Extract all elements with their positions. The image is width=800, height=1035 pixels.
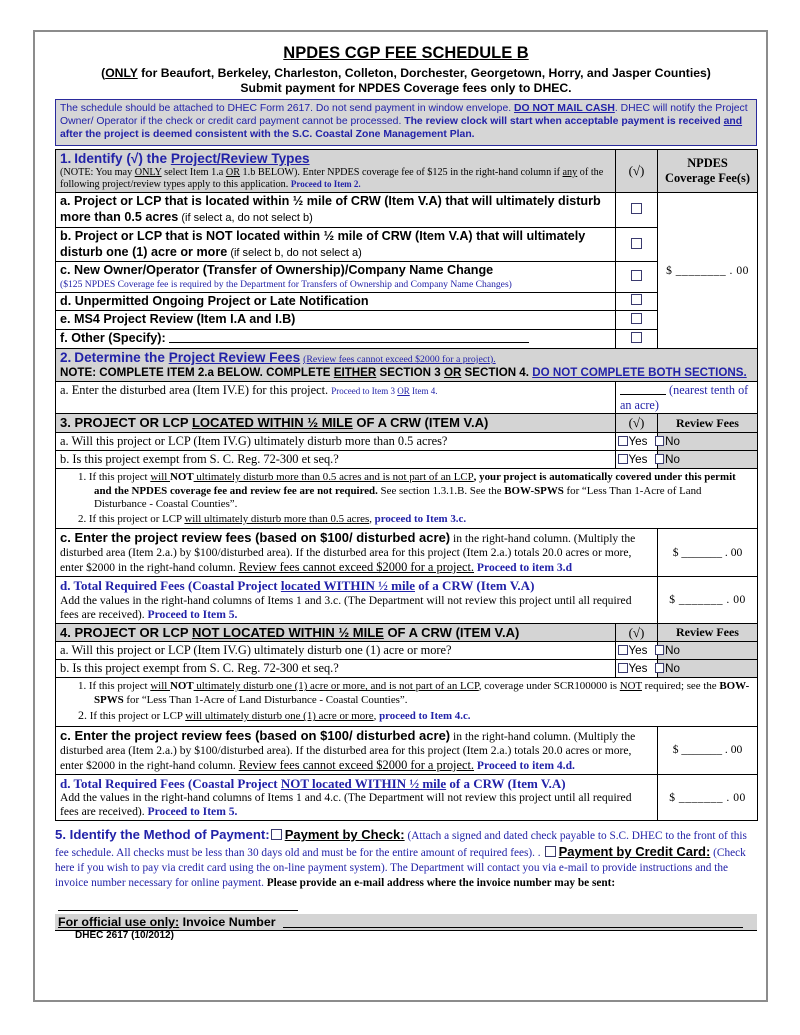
section3-row-a-yesno[interactable] — [616, 433, 680, 451]
section1-note-mid1: select Item 1.a — [161, 166, 226, 178]
official-use-label: For official use only: — [58, 915, 180, 930]
section4-row-a-yesno[interactable] — [616, 642, 680, 660]
section3-row-b-yesno[interactable] — [616, 451, 680, 469]
payment-by-check-label: Payment by Check: — [284, 827, 405, 843]
section1-item-b-paren: (if select b, do not select a) — [227, 246, 362, 259]
section3-row-b-label: b. Is this project exempt from S. C. Reg. 72-300 et seq.? — [56, 451, 616, 469]
section2-item-a-row — [56, 381, 758, 413]
do-not-mail-cash-emphasis: DO NOT MAIL CASH — [514, 103, 615, 114]
section4-subnotes-cell — [56, 678, 758, 727]
section1-item-a-paren: (if select a, do not select b) — [178, 212, 313, 225]
section1-note — [60, 167, 611, 191]
section2-number: 2. — [60, 349, 72, 365]
section3-subnote-1 — [60, 471, 753, 512]
section1-header-cell — [56, 149, 616, 193]
section1-item-a-checkbox[interactable] — [631, 203, 642, 214]
section1-item-c-cell — [56, 262, 616, 292]
counties-list: for Beaufort, Berkeley, Charleston, Colleton, Dorchester, Georgetown, Horry, and Jasper Counties) — [137, 66, 711, 80]
section3-row-c-fee-value: $ _______ . 00 — [672, 545, 743, 559]
payment-by-check-note: (Attach a signed and dated check payable to S.C. DHEC to the front of this fee schedule. All checks must be less than 30 days old and must be for the entire amount of required fees). . — [55, 830, 747, 860]
section1-item-a-cell — [56, 193, 616, 227]
section3-b-no-label: No — [665, 452, 680, 466]
s4n2proceed: proceed to Item 4.c. — [379, 710, 471, 723]
section3-row-d-fee-value: $ _______ . 00 — [669, 592, 746, 606]
section1-fee-column-header — [658, 149, 758, 193]
section4-row-d-cell — [56, 774, 658, 820]
payment-by-credit-card-label: Payment by Credit Card: — [558, 844, 711, 860]
section1-item-a-label: a. Project or LCP that is located within ½ mile of CRW (Item V.A) that will ultimately disturb more than 0.5 acres — [60, 194, 601, 225]
section3-a-no-label: No — [665, 434, 680, 448]
section4-b-no-checkbox[interactable] — [655, 663, 665, 673]
section1-note-mid2: 1.b BELOW). — [240, 166, 300, 178]
section3-subnote-2-number: 2. — [78, 512, 87, 525]
s3n1b: ultimately disturb more than 0.5 acres and is not part of an LCP — [193, 470, 474, 483]
section2-note-b: SECTION 3 — [376, 366, 444, 380]
notice-bold-3: after the project is deemed consistent with the S.C. Coastal Zone Management Plan. — [60, 129, 475, 141]
section4-row-d-body — [60, 791, 653, 819]
section4-row-b-label: b. Is this project exempt from S. C. Reg. 72-300 et seq.? — [56, 660, 616, 678]
section4-row-b-yesno[interactable] — [616, 660, 680, 678]
section3-header-row — [56, 414, 758, 433]
section3-fees-column-header: Review Fees — [658, 414, 758, 433]
section2-note-line — [60, 366, 753, 380]
invoice-number-input[interactable] — [283, 915, 743, 928]
section4-b-no-label: No — [665, 661, 680, 675]
section3-row-a-label: a. Will this project or LCP (Item IV.G) ultimately disturb more than 0.5 acres? — [56, 433, 616, 451]
section4-row-c-proceed: Proceed to item 4.d. — [474, 758, 575, 772]
s3dbody: Add the values in the right-hand columns of Items 1 and 3.c. (The Department will not review this project until all required fees are received). — [60, 593, 632, 621]
section3-subnotes-cell — [56, 468, 758, 529]
section4-row-b — [56, 660, 758, 678]
email-address-input[interactable] — [58, 896, 298, 911]
section4-heading-post: OF A CRW (ITEM V.A) — [383, 624, 520, 640]
s4n1bow: BOW-SPWS — [94, 680, 750, 706]
s3n1a: If this project — [88, 470, 151, 483]
section4-row-c — [56, 727, 758, 775]
section4-heading-pre: 4. PROJECT OR LCP — [60, 624, 192, 640]
section3-b-yes-label: Yes — [628, 452, 648, 466]
section1-item-c-subnote: ($125 NPDES Coverage fee is required by the Department for Transfers of Ownership and Company Name Changes) — [60, 279, 512, 291]
s4n1b: ultimately disturb one (1) acre or more, and is not part of an LCP — [193, 680, 479, 693]
section1-check-column-header — [616, 149, 658, 193]
section2-note-warning: DO NOT COMPLETE BOTH SECTIONS. — [532, 366, 747, 380]
notice-text-2: . DHEC will notify the Project Owner/ Operator if the check or credit card payment cannot be processed. — [60, 103, 748, 128]
section1-item-c-checkbox[interactable] — [631, 270, 642, 281]
section3-row-c-underline: Review fees cannot exceed $2000 for a project. — [238, 560, 475, 575]
notice-bold-2: The review clock will start when acceptable payment is received — [404, 116, 724, 128]
email-request-text: Please provide an e-mail address where the invoice number may be sent: — [266, 876, 616, 889]
s4du: NOT located WITHIN ½ mile — [280, 775, 447, 791]
payment-by-check-checkbox[interactable] — [271, 829, 282, 840]
section2-note-a: NOTE: COMPLETE ITEM 2.a BELOW. COMPLETE — [60, 366, 334, 380]
fee-schedule-table — [55, 149, 758, 822]
section1-item-b-checkbox-cell[interactable] — [616, 227, 658, 261]
form-id-footer: DHEC 2617 (10/2012) — [75, 930, 174, 941]
section4-subnote-2 — [60, 708, 753, 724]
section1-note-or: OR — [225, 166, 240, 178]
section1-item-c-checkbox-cell[interactable] — [616, 262, 658, 292]
s3n1will: will — [150, 470, 170, 483]
section2-heading-text: Determine the — [74, 349, 169, 365]
notice-box — [55, 99, 757, 146]
section1-item-d-checkbox-cell[interactable] — [616, 292, 658, 311]
section1-item-b-label: b. Project or LCP that is NOT located within ½ mile of CRW (Item V.A) that will ultimately disturb one (1) acre or more — [60, 228, 586, 259]
section3-check-column-header: (√) — [616, 414, 658, 433]
section4-header-cell — [56, 623, 616, 642]
section3-row-c-fee-input[interactable] — [658, 529, 758, 577]
s4n1will: will — [150, 680, 170, 693]
section4-row-d — [56, 774, 758, 820]
section1-note-only: ONLY — [134, 166, 162, 178]
section3-row-c-rest: in the right-hand column. (Multiply the disturbed area (Item 2.a.) by $100/disturbed area). If the disturbed area for this project (Item 2.a.) totals 20.0 acres or more, enter $2000 in the right-hand column. — [60, 532, 636, 575]
section2-proceed-pre: Proceed to Item 3 — [331, 385, 398, 396]
s3dpost: of a CRW (Item V.A) — [414, 578, 535, 594]
section1-item-c-row — [56, 262, 758, 292]
section1-item-e-checkbox[interactable] — [631, 313, 642, 324]
counties-subtitle — [55, 66, 757, 80]
section2-item-a-cell — [56, 381, 616, 413]
section1-item-b-cell — [56, 227, 616, 261]
s4dpre: d. Total Required Fees (Coastal Project — [60, 775, 281, 791]
section2-note-or: OR — [443, 366, 462, 380]
section2-heading-underline: Project Review Fees — [168, 349, 301, 365]
section4-a-no-checkbox[interactable] — [655, 645, 665, 655]
section4-row-d-heading — [60, 776, 653, 792]
s3n1bow: BOW-SPWS — [504, 484, 564, 497]
section3-subnote-1-number: 1. — [78, 470, 87, 483]
section3-a-no-checkbox[interactable] — [655, 436, 665, 446]
s3du: located WITHIN ½ mile — [280, 578, 415, 594]
s4n1not: NOT — [169, 680, 194, 693]
section3-b-yes-checkbox[interactable] — [618, 454, 628, 464]
section3-subnotes-row — [56, 468, 758, 529]
section1-item-b-checkbox[interactable] — [631, 238, 642, 249]
section1-item-b-row — [56, 227, 758, 261]
section1-item-f-specify-input[interactable] — [169, 331, 529, 343]
section2-item-a-label: a. Enter the disturbed area (Item IV.E) for this project. — [60, 382, 329, 397]
section3-subnotes-list — [60, 471, 753, 527]
section1-item-e-cell — [56, 311, 616, 330]
section4-a-yes-checkbox[interactable] — [618, 645, 628, 655]
section2-item-a-proceed — [331, 386, 437, 396]
s3n2proceed: proceed to Item 3.c. — [374, 512, 467, 525]
section4-row-d-fee-input[interactable] — [658, 774, 758, 820]
official-use-bar — [55, 914, 757, 931]
section4-b-yes-checkbox[interactable] — [618, 663, 628, 673]
page-title: NPDES CGP FEE SCHEDULE B — [283, 44, 529, 62]
section3-row-c-cell — [56, 529, 658, 577]
section4-a-yes-label: Yes — [628, 643, 648, 657]
section2-header-row — [56, 348, 758, 381]
s3dproceed: Proceed to Item 5. — [147, 607, 238, 621]
section4-row-c-bold: c. Enter the project review fees (based on $100/ disturbed acre) — [60, 728, 451, 744]
section1-heading-underline: Project/Review Types — [170, 150, 310, 166]
s4n1notreq: NOT — [619, 680, 642, 693]
s4n1a: If this project — [88, 680, 151, 693]
section2-note-c: SECTION 4. — [461, 366, 533, 380]
section1-heading-text: Identify (√) the — [74, 150, 171, 166]
section1-item-d-label: d. Unpermitted Ongoing Project or Late Notification — [60, 293, 369, 308]
s3n2b: , — [369, 512, 375, 525]
section1-item-e-checkbox-cell[interactable] — [616, 311, 658, 330]
payment-by-credit-card-note: (Check here if you wish to pay via credit card using the on-line payment system). The Department will contact you via e-mail to provide instructions and the invoice number necessary for online payment. — [55, 847, 746, 889]
s4dpost: of a CRW (Item V.A) — [446, 775, 566, 791]
section3-a-yes-label: Yes — [628, 434, 648, 448]
section4-row-a-label: a. Will this project or LCP (Item IV.G) ultimately disturb one (1) acre or more? — [56, 642, 616, 660]
section1-note-any: any — [562, 166, 578, 178]
section3-row-d-heading — [60, 578, 653, 594]
section1-item-f-checkbox-cell[interactable] — [616, 330, 658, 349]
section1-item-f-checkbox[interactable] — [631, 332, 642, 343]
s4dbody: Add the values in the right-hand columns of Items 1 and 4.c. (The Department will not review this project until all required fees are received). — [60, 791, 632, 819]
invoice-number-label: Invoice Number — [182, 915, 276, 930]
section3-row-c — [56, 529, 758, 577]
section1-item-a-row — [56, 193, 758, 227]
section1-check-symbol: (√) — [628, 163, 645, 179]
section3-a-yes-checkbox[interactable] — [618, 436, 628, 446]
section2-proceed-or: OR — [397, 385, 410, 396]
s3n1not: NOT — [169, 470, 194, 483]
section1-proceed-link: Proceed to Item 2. — [290, 179, 361, 190]
section3-subnote-2 — [60, 513, 753, 527]
s4n2a: If this project or LCP — [89, 710, 186, 723]
section3-heading-post: OF A CRW (ITEM V.A) — [352, 415, 489, 431]
s3n2a: If this project or LCP — [88, 512, 185, 525]
s4n1c: , coverage under SCR100000 is — [478, 680, 620, 693]
section4-subnote-1 — [60, 680, 753, 707]
section2-heading — [60, 350, 753, 366]
paren-open: ( — [101, 66, 106, 80]
section4-a-no-label: No — [665, 643, 680, 657]
s3n2u: will ultimately disturb more than 0.5 acres — [184, 512, 370, 525]
section4-row-c-fee-value: $ _______ . 00 — [672, 743, 743, 757]
section4-heading-underline: NOT LOCATED WITHIN ½ MILE — [191, 624, 384, 640]
section2-header-cell — [56, 348, 758, 381]
section3-row-a — [56, 433, 758, 451]
section3-row-c-proceed: Proceed to item 3.d — [474, 561, 573, 575]
section5-heading: 5. Identify the Method of Payment: — [55, 827, 270, 843]
section4-row-c-cell — [56, 727, 658, 775]
section1-note-rest2: of the following project/review types apply to this application. — [60, 166, 604, 191]
section5-payment-method — [55, 826, 757, 890]
section2-heading-note: (Review fees cannot exceed $2000 for a project). — [303, 353, 496, 365]
payment-by-credit-card-checkbox[interactable] — [545, 846, 556, 857]
section1-item-c-label: c. New Owner/Operator (Transfer of Ownership)/Company Name Change — [60, 263, 494, 278]
section4-check-column-header: (√) — [616, 623, 658, 642]
document-page — [33, 30, 768, 1002]
section3-heading-pre: 3. PROJECT OR LCP — [60, 415, 192, 431]
coverage-fee-label: Coverage Fee(s) — [665, 171, 750, 185]
section3-row-d-cell — [56, 577, 658, 623]
section1-header-row — [56, 149, 758, 193]
section1-item-f-label: f. Other (Specify): — [60, 331, 166, 346]
section1-item-a-checkbox-cell[interactable] — [616, 193, 658, 227]
section1-note-open: (NOTE: You may — [60, 166, 135, 178]
notice-and-emphasis: and — [723, 116, 743, 128]
section1-item-e-label: e. MS4 Project Review (Item I.A and I.B) — [60, 312, 296, 327]
section3-header-cell — [56, 414, 616, 433]
section1-note-rest: Enter NPDES coverage fee of $125 in the right-hand column if — [299, 166, 563, 178]
section3-row-c-bold: c. Enter the project review fees (based on $100/ disturbed acre) — [60, 530, 451, 546]
section4-row-c-underline: Review fees cannot exceed $2000 for a project. — [238, 757, 475, 772]
section4-subnote-2-number: 2. — [78, 708, 87, 723]
section3-row-b — [56, 451, 758, 469]
section4-header-row — [56, 623, 758, 642]
only-emphasis: ONLY — [105, 66, 138, 80]
section1-number: 1. — [60, 150, 72, 166]
s3n1d: See section 1.3.1.B. See the — [377, 484, 505, 497]
section1-item-d-checkbox[interactable] — [631, 294, 642, 305]
s4dproceed: Proceed to Item 5. — [147, 805, 238, 819]
section4-row-c-rest: in the right-hand column. (Multiply the disturbed area (Item 2.a.) by $100/disturbed area). If the disturbed area for this project (Item 2.a.) totals 20.0 acres or more, enter $2000 in the right-hand column. — [60, 730, 636, 772]
payment-subtitle: Submit payment for NPDES Coverage fees only to DHEC. — [240, 81, 572, 95]
s4n1d: required; see the — [641, 680, 720, 693]
section3-b-no-checkbox[interactable] — [655, 454, 665, 464]
s3n1c: , your project is automatically covered under this permit and the NPDES coverage fee and review fee are not required. — [94, 470, 736, 497]
section4-row-d-fee-value: $ _______ . 00 — [669, 790, 746, 804]
section4-b-yes-label: Yes — [628, 661, 648, 675]
section4-row-a — [56, 642, 758, 660]
section2-proceed-post: Item 4. — [409, 385, 438, 396]
section4-subnotes-row — [56, 678, 758, 727]
section1-item-e-row — [56, 311, 758, 330]
notice-text-1: The schedule should be attached to DHEC Form 2617. Do not send payment in window envelope. — [60, 103, 514, 114]
section4-fees-column-header: Review Fees — [658, 623, 758, 642]
section1-heading — [60, 151, 611, 167]
section2-disturbed-area-cell[interactable] — [616, 381, 758, 413]
section3-row-d-body — [60, 594, 653, 622]
section1-item-d-row — [56, 292, 758, 311]
section1-item-f-row — [56, 330, 758, 349]
s4n2u: will ultimately disturb one (1) acre or more — [185, 710, 374, 723]
document-body — [55, 40, 757, 941]
npdes-label: NPDES — [687, 156, 728, 171]
section4-row-c-fee-input[interactable] — [658, 727, 758, 775]
section4-subnote-1-number: 1. — [78, 680, 87, 693]
s4n1e: for “Less Than 1-Acre of Land Disturbance - Coastal Counties”. — [123, 693, 408, 706]
npdes-coverage-fee-cell[interactable] — [658, 193, 758, 348]
disturbed-area-units: (nearest tenth of an acre) — [620, 382, 749, 412]
section2-note-either: EITHER — [333, 366, 377, 380]
npdes-coverage-fee-value: $ ________ . 00 — [666, 263, 749, 277]
s4n2b: , — [373, 710, 380, 723]
s3n1e: for “Less Than 1-Acre of Land Disturbance - Coastal Counties”. — [94, 484, 702, 511]
section3-heading-underline: LOCATED WITHIN ½ MILE — [191, 415, 353, 431]
disturbed-area-input[interactable] — [620, 383, 666, 395]
section4-subnotes-list — [60, 680, 753, 724]
s3dpre: d. Total Required Fees (Coastal Project — [60, 578, 281, 594]
section1-item-f-cell — [56, 330, 616, 349]
section3-row-d — [56, 577, 758, 623]
section1-item-d-cell — [56, 292, 616, 311]
section3-row-d-fee-input[interactable] — [658, 577, 758, 623]
